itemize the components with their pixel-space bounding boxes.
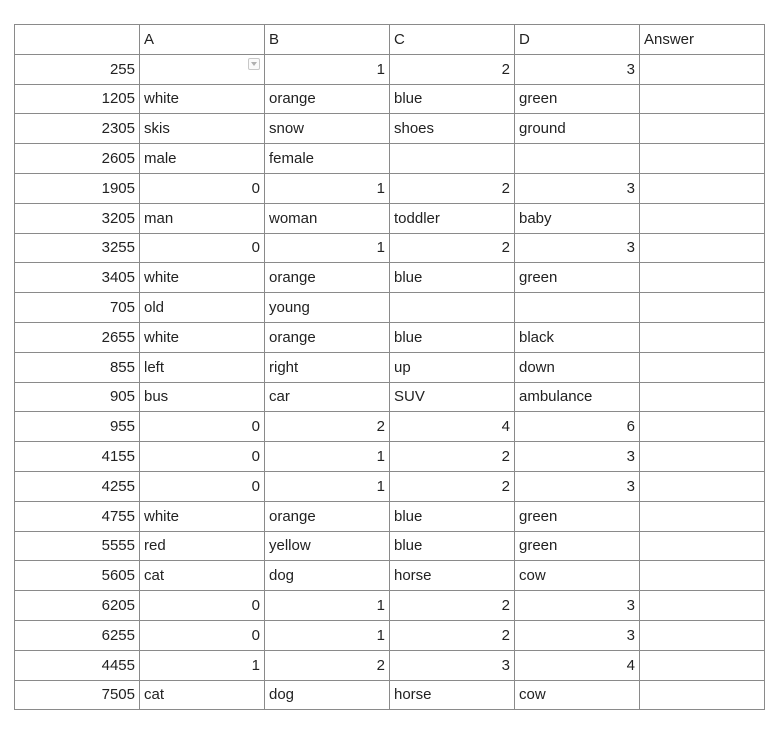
cell-c[interactable]: 2 [390, 54, 515, 84]
cell-answer[interactable] [640, 144, 765, 174]
cell-c[interactable] [390, 144, 515, 174]
table-row [15, 114, 765, 144]
cell-d[interactable]: 3 [515, 442, 640, 472]
cell-b[interactable]: car [265, 382, 390, 412]
cell-d[interactable]: 6 [515, 412, 640, 442]
cell-d[interactable]: 3 [515, 620, 640, 650]
cell-answer[interactable] [640, 501, 765, 531]
cell-a[interactable]: cat [140, 561, 265, 591]
table-row [15, 620, 765, 650]
cell-b[interactable]: orange [265, 263, 390, 293]
cell-answer[interactable] [640, 173, 765, 203]
row-id-cell[interactable]: 5555 [15, 531, 140, 561]
row-id-cell[interactable]: 4455 [15, 650, 140, 680]
row-id-cell[interactable]: 4155 [15, 442, 140, 472]
cell-answer[interactable] [640, 84, 765, 114]
table-row [15, 233, 765, 263]
cell-b[interactable]: woman [265, 203, 390, 233]
header-cell-d[interactable]: D [515, 25, 640, 55]
cell-d[interactable]: down [515, 352, 640, 382]
cell-b[interactable]: dog [265, 680, 390, 710]
header-cell-index[interactable] [15, 25, 140, 55]
row-id-cell[interactable]: 3255 [15, 233, 140, 263]
cell-a[interactable]: 0 [140, 173, 265, 203]
cell-answer[interactable] [640, 233, 765, 263]
row-id-cell[interactable]: 6255 [15, 620, 140, 650]
cell-a[interactable]: white [140, 84, 265, 114]
cell-a[interactable]: male [140, 144, 265, 174]
cell-c[interactable]: 2 [390, 591, 515, 621]
cell-b[interactable]: 2 [265, 650, 390, 680]
row-id-cell[interactable]: 3405 [15, 263, 140, 293]
header-cell-c[interactable]: C [390, 25, 515, 55]
cell-c[interactable]: toddler [390, 203, 515, 233]
cell-a[interactable]: 0 [140, 620, 265, 650]
cell-d[interactable]: baby [515, 203, 640, 233]
cell-c[interactable]: 2 [390, 442, 515, 472]
cell-answer[interactable] [640, 591, 765, 621]
cell-b[interactable]: 1 [265, 442, 390, 472]
cell-answer[interactable] [640, 650, 765, 680]
cell-a[interactable]: 0 [140, 442, 265, 472]
header-row [15, 25, 765, 55]
table-row [15, 382, 765, 412]
cell-d[interactable]: black [515, 322, 640, 352]
cell-answer[interactable] [640, 352, 765, 382]
cell-answer[interactable] [640, 620, 765, 650]
cell-answer[interactable] [640, 412, 765, 442]
cell-b[interactable]: 1 [265, 54, 390, 84]
cell-c[interactable]: 2 [390, 471, 515, 501]
cell-a[interactable]: 1 [140, 650, 265, 680]
table-row [15, 471, 765, 501]
table-row [15, 84, 765, 114]
cell-a[interactable]: white [140, 322, 265, 352]
table-row [15, 203, 765, 233]
table-row [15, 591, 765, 621]
cell-b[interactable]: dog [265, 561, 390, 591]
cell-d[interactable]: green [515, 501, 640, 531]
table-row [15, 54, 765, 84]
cell-a[interactable]: 0 [140, 233, 265, 263]
cell-b[interactable]: 2 [265, 412, 390, 442]
cell-b[interactable]: orange [265, 322, 390, 352]
table-row [15, 173, 765, 203]
cell-a[interactable]: old [140, 293, 265, 323]
table-row [15, 293, 765, 323]
table-row [15, 531, 765, 561]
cell-a[interactable]: left [140, 352, 265, 382]
cell-a[interactable]: 0 [140, 591, 265, 621]
table-row [15, 680, 765, 710]
cell-answer[interactable] [640, 382, 765, 412]
cell-c[interactable]: blue [390, 84, 515, 114]
cell-c[interactable]: 4 [390, 412, 515, 442]
cell-d[interactable] [515, 293, 640, 323]
cell-c[interactable]: blue [390, 263, 515, 293]
row-id-cell[interactable]: 905 [15, 382, 140, 412]
cell-a[interactable]: skis [140, 114, 265, 144]
cell-d[interactable]: green [515, 263, 640, 293]
cell-b[interactable]: orange [265, 84, 390, 114]
table-row [15, 442, 765, 472]
cell-answer[interactable] [640, 203, 765, 233]
cell-d[interactable]: 3 [515, 233, 640, 263]
table-row [15, 650, 765, 680]
cell-answer[interactable] [640, 680, 765, 710]
cell-c[interactable]: horse [390, 680, 515, 710]
cell-c[interactable]: up [390, 352, 515, 382]
cell-c[interactable]: SUV [390, 382, 515, 412]
cell-b[interactable]: 1 [265, 233, 390, 263]
cell-d[interactable]: ground [515, 114, 640, 144]
cell-b[interactable]: 1 [265, 173, 390, 203]
cell-d[interactable]: 3 [515, 591, 640, 621]
cell-d[interactable]: ambulance [515, 382, 640, 412]
cell-d[interactable]: 3 [515, 173, 640, 203]
cell-c[interactable]: blue [390, 322, 515, 352]
filter-dropdown-icon[interactable] [248, 58, 260, 70]
row-id-cell[interactable]: 3205 [15, 203, 140, 233]
cell-a[interactable] [140, 54, 265, 84]
cell-a[interactable]: 0 [140, 471, 265, 501]
row-id-cell[interactable]: 705 [15, 293, 140, 323]
cell-c[interactable]: 2 [390, 173, 515, 203]
cell-b[interactable]: snow [265, 114, 390, 144]
cell-d[interactable]: green [515, 531, 640, 561]
row-id-cell[interactable]: 1905 [15, 173, 140, 203]
cell-c[interactable]: shoes [390, 114, 515, 144]
table-row [15, 263, 765, 293]
row-id-cell[interactable]: 2605 [15, 144, 140, 174]
cell-d[interactable]: 3 [515, 471, 640, 501]
cell-a[interactable]: red [140, 531, 265, 561]
cell-b[interactable]: 1 [265, 471, 390, 501]
cell-answer[interactable] [640, 442, 765, 472]
table-row [15, 352, 765, 382]
cell-answer[interactable] [640, 263, 765, 293]
table-row [15, 144, 765, 174]
header-cell-a[interactable]: A [140, 25, 265, 55]
cell-c[interactable]: blue [390, 531, 515, 561]
table-row [15, 561, 765, 591]
cell-c[interactable]: 2 [390, 620, 515, 650]
cell-a[interactable]: bus [140, 382, 265, 412]
cell-answer[interactable] [640, 293, 765, 323]
spreadsheet-grid [14, 24, 765, 710]
row-id-cell[interactable]: 2305 [15, 114, 140, 144]
cell-c[interactable]: blue [390, 501, 515, 531]
cell-answer[interactable] [640, 114, 765, 144]
cell-a[interactable]: white [140, 263, 265, 293]
header-cell-b[interactable]: B [265, 25, 390, 55]
row-id-cell[interactable]: 1205 [15, 84, 140, 114]
row-id-cell[interactable]: 855 [15, 352, 140, 382]
table-row [15, 322, 765, 352]
row-id-cell[interactable]: 4255 [15, 471, 140, 501]
cell-answer[interactable] [640, 531, 765, 561]
cell-b[interactable]: orange [265, 501, 390, 531]
row-id-cell[interactable]: 7505 [15, 680, 140, 710]
row-id-cell[interactable]: 255 [15, 54, 140, 84]
row-id-cell[interactable]: 6205 [15, 591, 140, 621]
cell-c[interactable] [390, 293, 515, 323]
cell-c[interactable]: horse [390, 561, 515, 591]
cell-b[interactable]: right [265, 352, 390, 382]
cell-d[interactable]: cow [515, 561, 640, 591]
cell-c[interactable]: 2 [390, 233, 515, 263]
cell-d[interactable] [515, 144, 640, 174]
table-row [15, 501, 765, 531]
cell-c[interactable]: 3 [390, 650, 515, 680]
cell-answer[interactable] [640, 471, 765, 501]
cell-answer[interactable] [640, 54, 765, 84]
table-row [15, 412, 765, 442]
cell-a[interactable]: white [140, 501, 265, 531]
cell-d[interactable]: 4 [515, 650, 640, 680]
header-cell-answer[interactable]: Answer [640, 25, 765, 55]
cell-b[interactable]: 1 [265, 620, 390, 650]
row-id-cell[interactable]: 4755 [15, 501, 140, 531]
cell-answer[interactable] [640, 561, 765, 591]
cell-d[interactable]: 3 [515, 54, 640, 84]
cell-d[interactable]: cow [515, 680, 640, 710]
cell-b[interactable]: yellow [265, 531, 390, 561]
cell-a[interactable]: 0 [140, 412, 265, 442]
cell-b[interactable]: female [265, 144, 390, 174]
cell-b[interactable]: 1 [265, 591, 390, 621]
cell-d[interactable]: green [515, 84, 640, 114]
cell-a[interactable]: man [140, 203, 265, 233]
row-id-cell[interactable]: 2655 [15, 322, 140, 352]
row-id-cell[interactable]: 5605 [15, 561, 140, 591]
cell-b[interactable]: young [265, 293, 390, 323]
row-id-cell[interactable]: 955 [15, 412, 140, 442]
cell-answer[interactable] [640, 322, 765, 352]
cell-a[interactable]: cat [140, 680, 265, 710]
